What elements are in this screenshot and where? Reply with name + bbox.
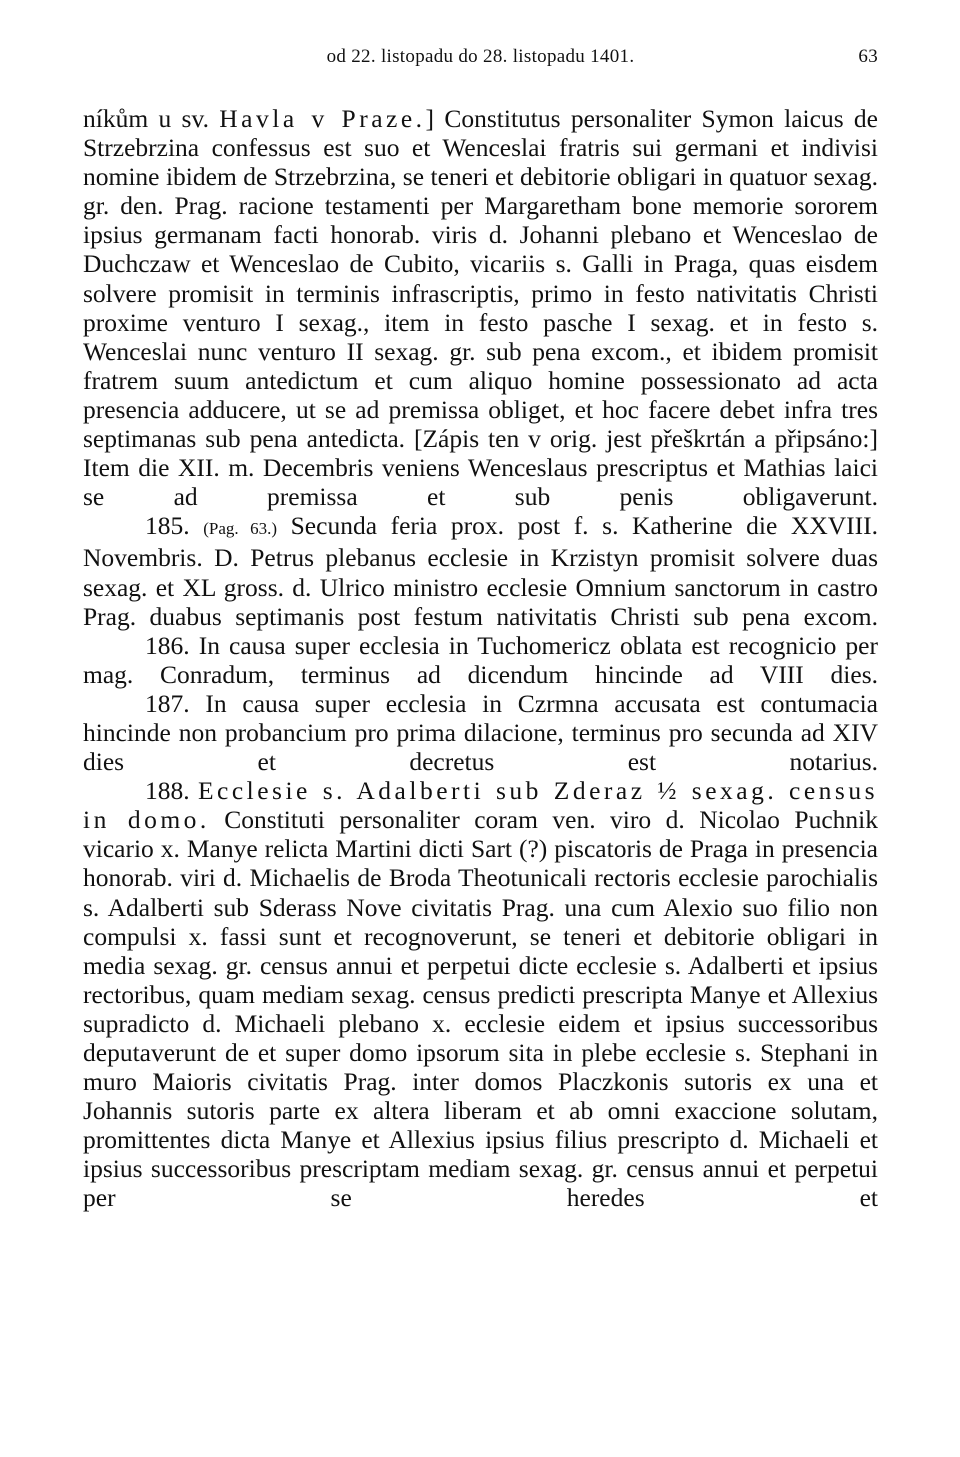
entry-number: 187. bbox=[145, 688, 206, 718]
spaced-place-name: Havla v Praze. bbox=[219, 104, 426, 133]
entry-188 bbox=[83, 776, 878, 1212]
running-title: od 22. listopadu do 28. listopadu 1401. bbox=[326, 46, 635, 67]
entry-185 bbox=[83, 511, 878, 630]
entry-text: Secunda feria prox. post f. s. Katherine die XXVIII. Novembris. D. Petrus plebanus ecclesie in Krzistyn promisit solvere duas sexag. et XL gross. d. Ulrico ministro ecclesie Omnium sanctorum in castro Prag. duabus septimanis post festum nativitatis Christi sub pena excom. bbox=[83, 511, 878, 631]
entry-text: In causa super ecclesia in Czrmna accusata est contumacia hincinde non probancium pro prima dilacione, terminus pro secunda ad XIV dies et decretus est notarius. bbox=[83, 688, 879, 777]
entry-heading: Ecclesie s. Adalberti sub Zderaz ½ sexag. census in domo. bbox=[83, 776, 878, 835]
entry-186 bbox=[83, 631, 878, 689]
entry-number: 186. bbox=[145, 630, 199, 660]
page-body bbox=[83, 104, 878, 1213]
page-header bbox=[83, 46, 878, 76]
paragraph-text: ] Constitutus personaliter Symon laicus de Strzebrzina confessus est suo et Wenceslai fratris sui germani et indivisi nomine ibidem de Strzebrzina, se teneri et debitorie obligari in quatuor sexag. gr. den. Prag. racione testamenti per Margaretham bone memorie sororem ipsius germanam facti honorab. viris d. Johanni plebano et Wenceslao de Duchczaw et Wenceslao de Cubito, vicariis s. Galli in Praga, quas eisdem solvere promisit in terminis infrascriptis, primo in festo nativitatis Christi proxime venturo I sexag., item in festo pasche I sexag. et in festo s. Wenceslai nunc venturo II sexag. gr. sub pena excom., et ibidem promisit fratrem suum antedictum et cum aliquo homine possessionato ad acta presencia adducere, ut se ad premissa obliget, et hoc facere debet infra tres septimanas sub pena antedicta. [Zápis ten v orig. jest přeškrtán a připsáno:] Item die XII. m. Decembris veniens Wenceslaus prescriptus et Mathias laici se ad premissa et sub penis obligaverunt. bbox=[83, 104, 878, 512]
entry-187 bbox=[83, 689, 878, 776]
paragraph-continuation bbox=[83, 104, 878, 511]
entry-number: 188. bbox=[145, 776, 198, 806]
pagination-note: (Pag. 63.) bbox=[203, 519, 278, 539]
entry-number: 185. bbox=[145, 511, 204, 541]
page-number: 63 bbox=[858, 46, 878, 67]
entry-text: Constituti personaliter coram ven. viro d. Nicolao Puchnik vicario x. Manye relicta Martini dicti Sart (?) piscatoris de Praga in presencia honorab. viri d. Michaelis de Broda Theotunicali rectoris ecclesie parochialis s. Adalberti sub Sderass Nove civitatis Prag. una cum Alexio suo filio non compulsi x. fassi sunt et recognoverunt, se teneri et debitorie obligari in media sexag. gr. census annui et perpetui dicte ecclesie s. Adalberti et ipsius rectoribus, quam mediam sexag. census predicti prescripta Manye et Allexius supradicto d. Michaeli plebano x. ecclesie eidem et ipsius successoribus deputaverunt de et super domo ipsorum sita in plebe ecclesie s. Stephani in muro Maioris civitatis Prag. inter domos Placzkonis sutoris ex una et Johannis sutoris parte ex altera liberam et ab omni exaccione solutam, promittentes dicta Manye et Allexius ipsius filius prescripto d. Michaeli et ipsius successoribus prescriptam mediam sexag. gr. census annui et perpetui per se heredes et bbox=[83, 805, 878, 1213]
entry-text: In causa super ecclesia in Tuchomericz oblata est recognicio per mag. Conradum, terminus ad dicendum hincinde ad VIII dies. bbox=[83, 630, 878, 689]
paragraph-lead: níkům u sv. bbox=[83, 104, 220, 133]
